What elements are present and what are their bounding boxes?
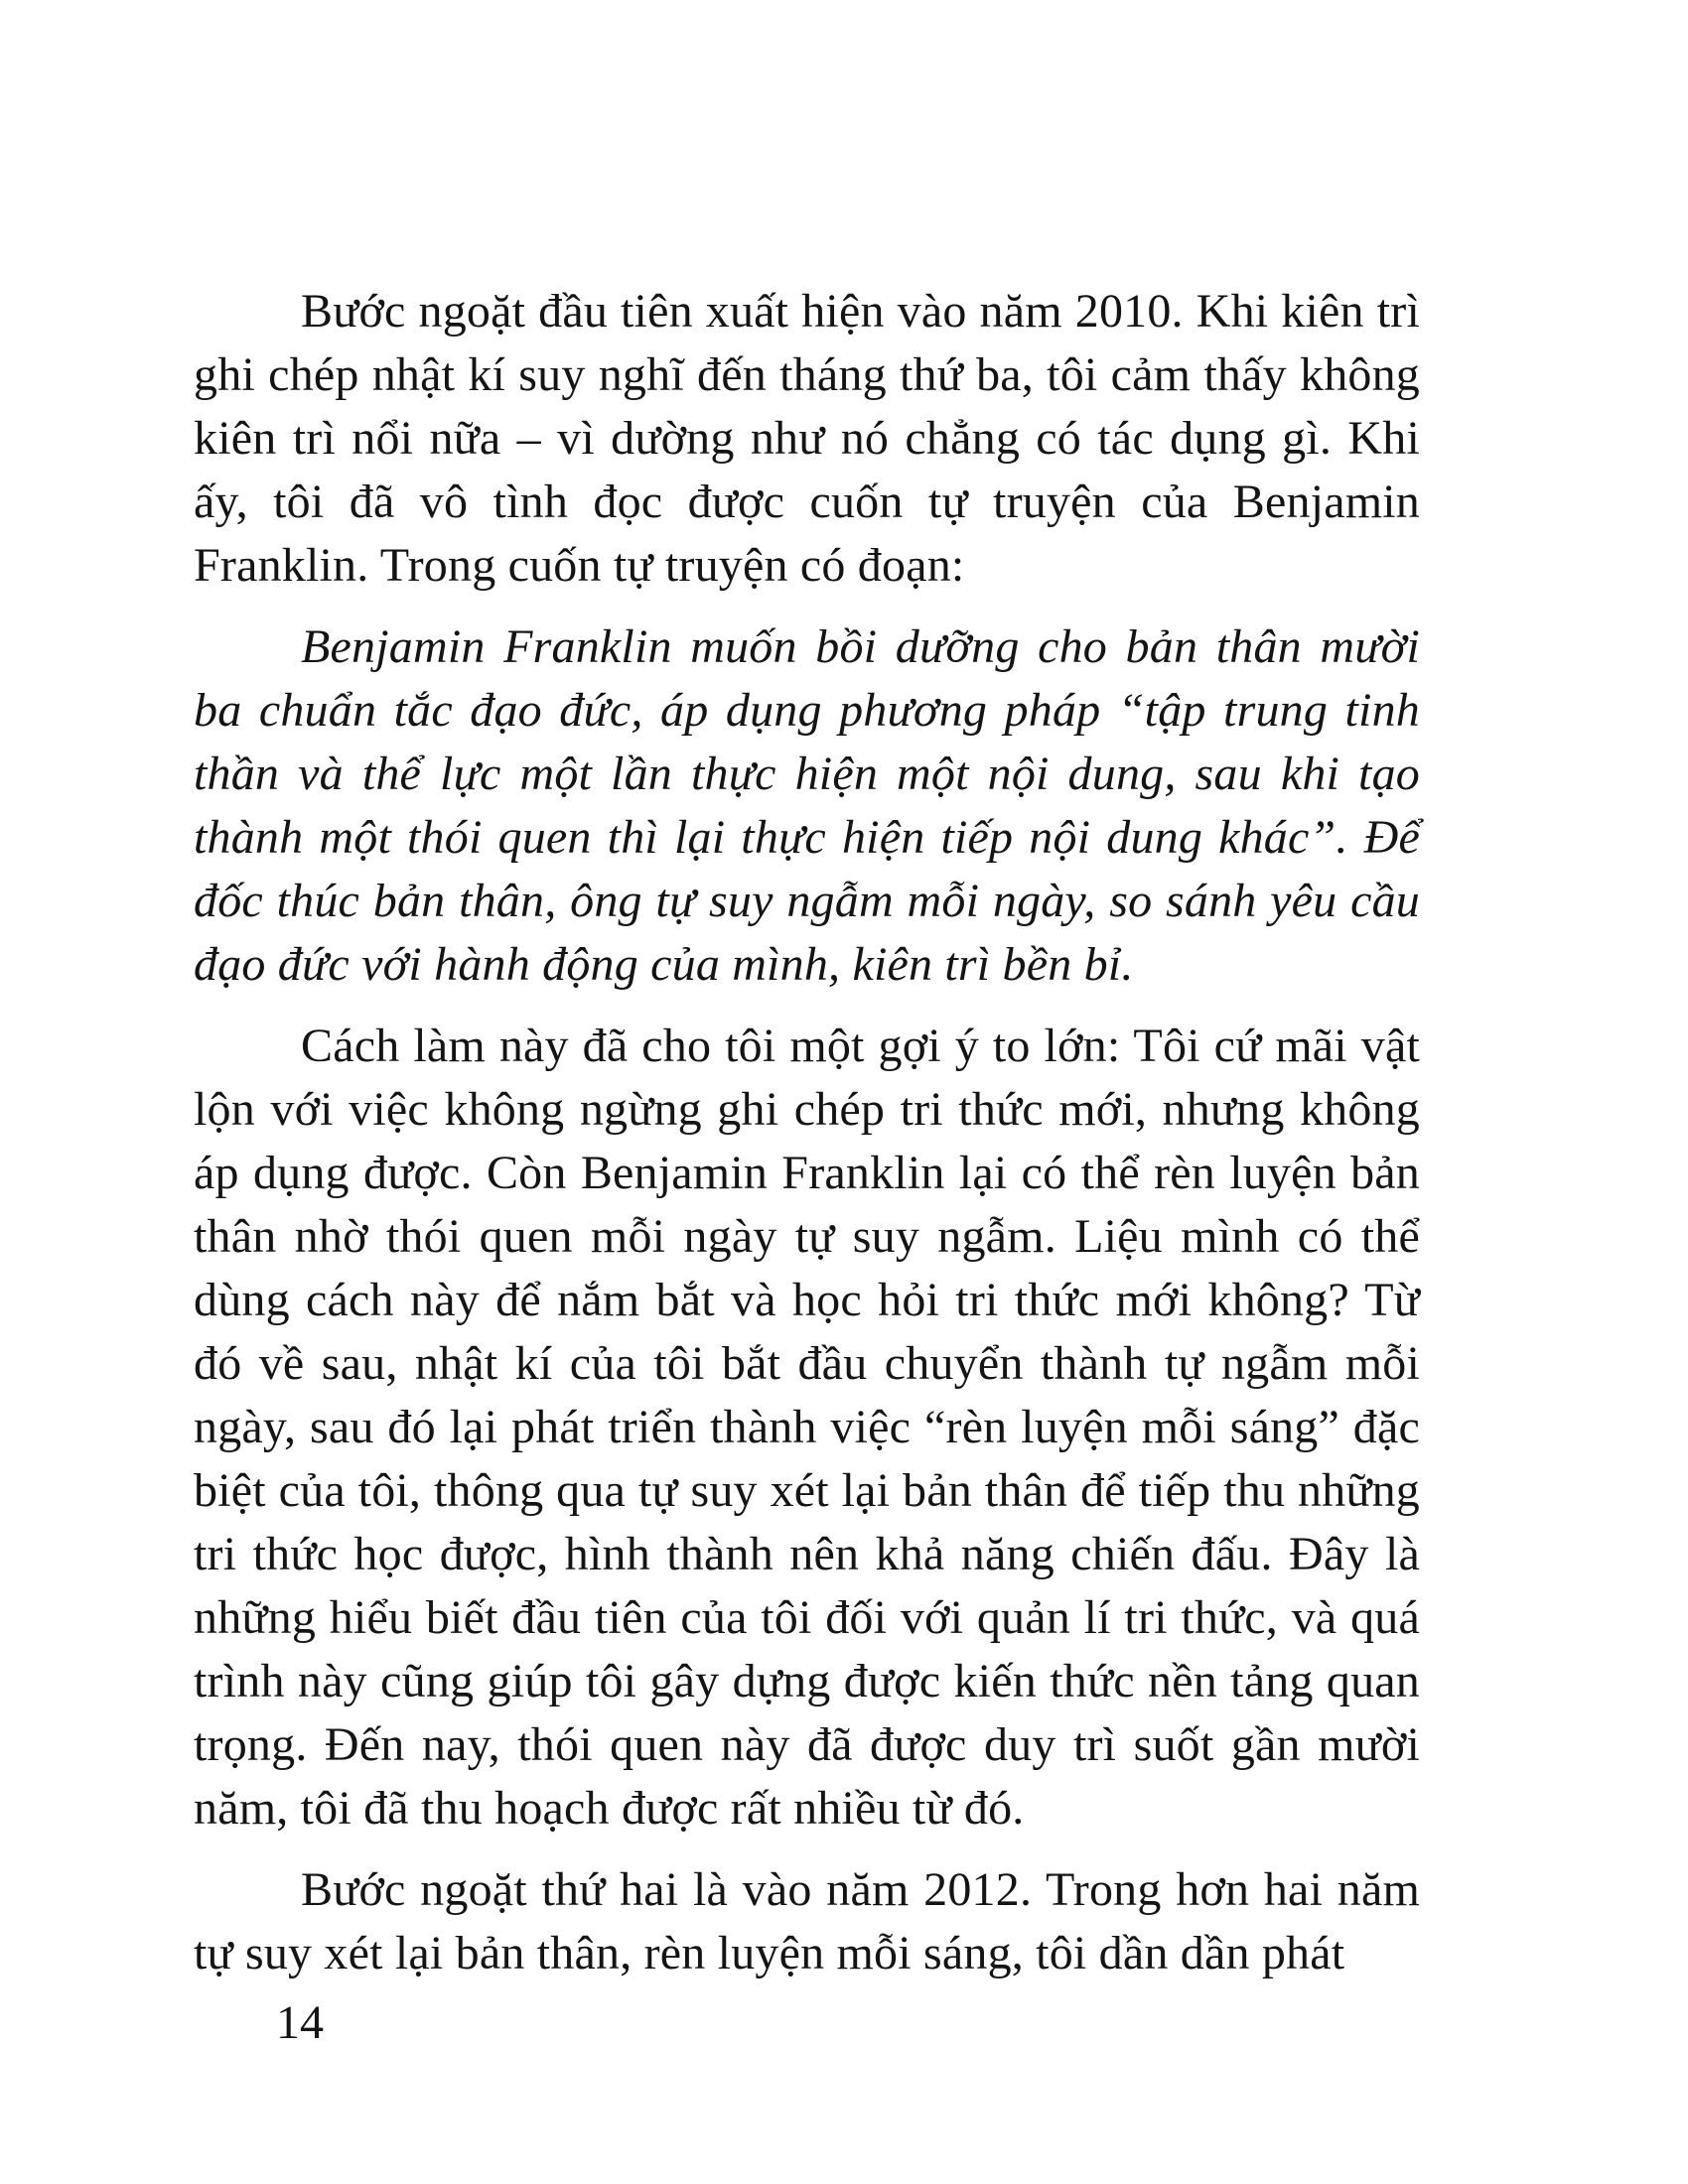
paragraph-intro-2012: Bước ngoặt thứ hai là vào năm 2012. Trong hơn hai năm tự suy xét lại bản thân, rèn luyện mỗi sáng, tôi dần dần phát — [194, 1863, 1420, 1979]
paragraph-reflection-habit: Cách làm này đã cho tôi một gợi ý to lớn: Tôi cứ mãi vật lộn với việc không ngừng ghi chép tri thức mới, nhưng không áp dụng được. Còn Benjamin Franklin lại có thể rèn luyện bản thân nhờ thói quen mỗi ngày tự suy ngẫm. Liệu mình có thể dùng cách này để nắm bắt và học hỏi tri thức mới không? Từ đó về sau, nhật kí của tôi bắt đầu chuyển thành tự ngẫm mỗi ngày, sau đó lại phát triển thành việc “rèn luyện mỗi sáng” đặc biệt của tôi, thông qua tự suy xét lại bản thân để tiếp thu những tri thức học được, hình thành nên khả năng chiến đấu. Đây là những hiểu biết đầu tiên của tôi đối với quản lí tri thức, và quá trình này cũng giúp tôi gây dựng được kiến thức nền tảng quan trọng. Đến nay, thói quen này đã được duy trì suốt gần mười năm, tôi đã thu hoạch được rất nhiều từ đó. — [194, 1020, 1420, 1835]
text-block — [194, 280, 1420, 2003]
quote-paragraph-benjamin-franklin: Benjamin Franklin muốn bồi dưỡng cho bản thân mười ba chuẩn tắc đạo đức, áp dụng phương pháp “tập trung tinh thần và thể lực một lần thực hiện một nội dung, sau khi tạo thành một thói quen thì lại thực hiện tiếp nội dung khác”. Để đốc thúc bản thân, ông tự suy ngẫm mỗi ngày, so sánh yêu cầu đạo đức với hành động của mình, kiên trì bền bỉ. — [194, 620, 1420, 991]
paragraph-intro-2010: Bước ngoặt đầu tiên xuất hiện vào năm 2010. Khi kiên trì ghi chép nhật kí suy nghĩ đến tháng thứ ba, tôi cảm thấy không kiên trì nổi nữa – vì dường như nó chẳng có tác dụng gì. Khi ấy, tôi đã vô tình đọc được cuốn tự truyện của Benjamin Franklin. Trong cuốn tự truyện có đoạn: — [194, 285, 1420, 592]
page-number: 14 — [276, 1996, 324, 2049]
